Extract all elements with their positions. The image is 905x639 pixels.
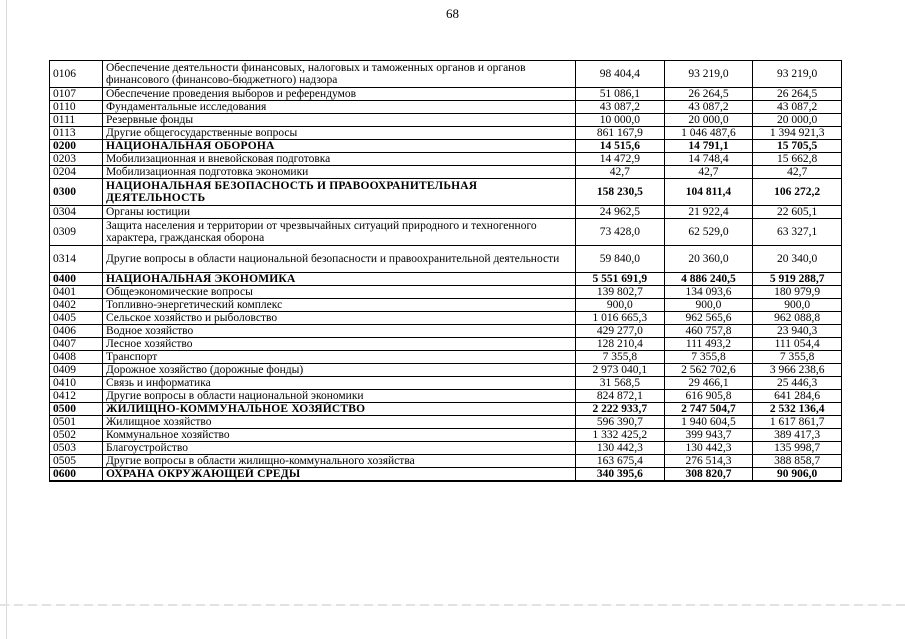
row-value-2: 43 087,2 [664, 101, 753, 114]
row-value-3: 962 088,8 [753, 312, 842, 325]
row-value-2: 308 820,7 [664, 468, 753, 482]
row-code: 0113 [50, 127, 103, 140]
row-code: 0408 [50, 351, 103, 364]
row-value-2: 962 565,6 [664, 312, 753, 325]
row-value-2: 26 264,5 [664, 88, 753, 101]
row-code: 0405 [50, 312, 103, 325]
row-code: 0107 [50, 88, 103, 101]
row-value-2: 7 355,8 [664, 351, 753, 364]
row-value-3: 93 219,0 [753, 61, 842, 88]
row-value-3: 15 662,8 [753, 153, 842, 166]
row-name: ЖИЛИЩНО-КОММУНАЛЬНОЕ ХОЗЯЙСТВО [103, 403, 576, 416]
row-value-2: 900,0 [664, 299, 753, 312]
scan-left-edge [6, 0, 7, 639]
table-row [50, 403, 842, 416]
row-name: Другие общегосударственные вопросы [103, 127, 576, 140]
row-name: Транспорт [103, 351, 576, 364]
row-value-1: 24 962,5 [576, 206, 665, 219]
row-name: Обеспечение деятельности финансовых, налоговых и таможенных органов и органов финансового (финансово-бюджетного) надзора [103, 61, 576, 88]
row-code: 0407 [50, 338, 103, 351]
row-value-2: 111 493,2 [664, 338, 753, 351]
row-code: 0402 [50, 299, 103, 312]
row-value-3: 389 417,3 [753, 429, 842, 442]
row-value-2: 276 514,3 [664, 455, 753, 468]
row-value-1: 596 390,7 [576, 416, 665, 429]
table-row [50, 377, 842, 390]
row-value-2: 14 791,1 [664, 140, 753, 153]
row-value-1: 5 551 691,9 [576, 273, 665, 286]
row-value-1: 51 086,1 [576, 88, 665, 101]
row-code: 0309 [50, 219, 103, 246]
row-value-1: 861 167,9 [576, 127, 665, 140]
row-value-3: 26 264,5 [753, 88, 842, 101]
row-value-1: 158 230,5 [576, 179, 665, 206]
table-row [50, 127, 842, 140]
row-value-3: 22 605,1 [753, 206, 842, 219]
row-value-1: 42,7 [576, 166, 665, 179]
row-value-1: 340 395,6 [576, 468, 665, 482]
row-name: НАЦИОНАЛЬНАЯ БЕЗОПАСНОСТЬ И ПРАВООХРАНИТЕЛЬНАЯ ДЕЯТЕЛЬНОСТЬ [103, 179, 576, 206]
row-value-1: 824 872,1 [576, 390, 665, 403]
row-value-2: 130 442,3 [664, 442, 753, 455]
row-code: 0300 [50, 179, 103, 206]
row-value-3: 1 617 861,7 [753, 416, 842, 429]
row-value-3: 90 906,0 [753, 468, 842, 482]
table-row [50, 61, 842, 88]
row-value-2: 62 529,0 [664, 219, 753, 246]
row-value-1: 128 210,4 [576, 338, 665, 351]
table-row [50, 338, 842, 351]
budget-table-body [50, 61, 842, 482]
table-row [50, 246, 842, 273]
row-value-2: 616 905,8 [664, 390, 753, 403]
row-name: Обеспечение проведения выборов и референдумов [103, 88, 576, 101]
row-code: 0600 [50, 468, 103, 482]
row-name: Другие вопросы в области национальной экономики [103, 390, 576, 403]
row-name: Органы юстиции [103, 206, 576, 219]
table-row [50, 101, 842, 114]
row-name: Благоустройство [103, 442, 576, 455]
row-name: Сельское хозяйство и рыболовство [103, 312, 576, 325]
row-name: НАЦИОНАЛЬНАЯ ОБОРОНА [103, 140, 576, 153]
row-value-3: 5 919 288,7 [753, 273, 842, 286]
scan-bottom-streak [0, 604, 905, 606]
row-value-3: 641 284,6 [753, 390, 842, 403]
row-code: 0203 [50, 153, 103, 166]
row-value-2: 2 562 702,6 [664, 364, 753, 377]
table-row [50, 286, 842, 299]
row-value-3: 15 705,5 [753, 140, 842, 153]
row-code: 0501 [50, 416, 103, 429]
row-name: Лесное хозяйство [103, 338, 576, 351]
table-row [50, 179, 842, 206]
row-value-2: 399 943,7 [664, 429, 753, 442]
table-row [50, 312, 842, 325]
row-name: Резервные фонды [103, 114, 576, 127]
row-value-2: 1 940 604,5 [664, 416, 753, 429]
row-value-1: 73 428,0 [576, 219, 665, 246]
row-value-3: 135 998,7 [753, 442, 842, 455]
row-code: 0200 [50, 140, 103, 153]
row-value-3: 3 966 238,6 [753, 364, 842, 377]
row-value-2: 93 219,0 [664, 61, 753, 88]
row-value-1: 900,0 [576, 299, 665, 312]
row-code: 0106 [50, 61, 103, 88]
page-number: 68 [446, 6, 459, 21]
row-code: 0503 [50, 442, 103, 455]
table-row [50, 299, 842, 312]
table-row [50, 442, 842, 455]
row-code: 0502 [50, 429, 103, 442]
table-row [50, 140, 842, 153]
row-value-1: 1 016 665,3 [576, 312, 665, 325]
row-code: 0304 [50, 206, 103, 219]
row-value-3: 388 858,7 [753, 455, 842, 468]
row-value-1: 31 568,5 [576, 377, 665, 390]
row-value-1: 130 442,3 [576, 442, 665, 455]
budget-table [49, 60, 842, 482]
row-name: Топливно-энергетический комплекс [103, 299, 576, 312]
row-value-1: 43 087,2 [576, 101, 665, 114]
table-row [50, 88, 842, 101]
row-value-3: 43 087,2 [753, 101, 842, 114]
row-value-1: 2 222 933,7 [576, 403, 665, 416]
row-value-3: 1 394 921,3 [753, 127, 842, 140]
table-row [50, 153, 842, 166]
table-row [50, 416, 842, 429]
row-code: 0401 [50, 286, 103, 299]
row-value-1: 10 000,0 [576, 114, 665, 127]
row-code: 0400 [50, 273, 103, 286]
row-value-1: 59 840,0 [576, 246, 665, 273]
row-value-2: 460 757,8 [664, 325, 753, 338]
row-name: НАЦИОНАЛЬНАЯ ЭКОНОМИКА [103, 273, 576, 286]
row-value-1: 98 404,4 [576, 61, 665, 88]
row-value-2: 2 747 504,7 [664, 403, 753, 416]
row-value-2: 42,7 [664, 166, 753, 179]
row-value-3: 7 355,8 [753, 351, 842, 364]
table-row [50, 364, 842, 377]
row-value-3: 42,7 [753, 166, 842, 179]
row-name: Другие вопросы в области национальной безопасности и правоохранительной деятельности [103, 246, 576, 273]
row-name: Коммунальное хозяйство [103, 429, 576, 442]
row-value-2: 4 886 240,5 [664, 273, 753, 286]
row-name: Общеэкономические вопросы [103, 286, 576, 299]
row-value-1: 14 472,9 [576, 153, 665, 166]
row-code: 0410 [50, 377, 103, 390]
row-value-1: 7 355,8 [576, 351, 665, 364]
table-row [50, 390, 842, 403]
row-value-3: 111 054,4 [753, 338, 842, 351]
row-value-3: 2 532 136,4 [753, 403, 842, 416]
row-value-2: 1 046 487,6 [664, 127, 753, 140]
row-value-2: 104 811,4 [664, 179, 753, 206]
table-row [50, 468, 842, 482]
row-value-3: 23 940,3 [753, 325, 842, 338]
row-value-1: 139 802,7 [576, 286, 665, 299]
row-code: 0110 [50, 101, 103, 114]
table-row [50, 455, 842, 468]
table-row [50, 114, 842, 127]
row-value-1: 163 675,4 [576, 455, 665, 468]
row-value-3: 20 000,0 [753, 114, 842, 127]
row-value-1: 429 277,0 [576, 325, 665, 338]
table-row [50, 351, 842, 364]
row-name: ОХРАНА ОКРУЖАЮЩЕЙ СРЕДЫ [103, 468, 576, 482]
row-value-2: 134 093,6 [664, 286, 753, 299]
row-value-3: 63 327,1 [753, 219, 842, 246]
row-code: 0406 [50, 325, 103, 338]
table-row [50, 429, 842, 442]
row-code: 0314 [50, 246, 103, 273]
table-row [50, 325, 842, 338]
row-value-2: 21 922,4 [664, 206, 753, 219]
row-value-2: 29 466,1 [664, 377, 753, 390]
row-name: Жилищное хозяйство [103, 416, 576, 429]
row-value-3: 900,0 [753, 299, 842, 312]
table-row [50, 219, 842, 246]
row-value-2: 20 000,0 [664, 114, 753, 127]
row-name: Дорожное хозяйство (дорожные фонды) [103, 364, 576, 377]
row-code: 0111 [50, 114, 103, 127]
row-value-2: 14 748,4 [664, 153, 753, 166]
row-name: Другие вопросы в области жилищно-коммунального хозяйства [103, 455, 576, 468]
row-value-2: 20 360,0 [664, 246, 753, 273]
table-row [50, 206, 842, 219]
row-value-3: 180 979,9 [753, 286, 842, 299]
row-value-1: 1 332 425,2 [576, 429, 665, 442]
row-code: 0505 [50, 455, 103, 468]
row-value-1: 2 973 040,1 [576, 364, 665, 377]
row-value-3: 25 446,3 [753, 377, 842, 390]
row-code: 0409 [50, 364, 103, 377]
row-name: Водное хозяйство [103, 325, 576, 338]
table-row [50, 166, 842, 179]
row-value-3: 20 340,0 [753, 246, 842, 273]
row-code: 0204 [50, 166, 103, 179]
row-name: Защита населения и территории от чрезвычайных ситуаций природного и техногенного характера, гражданская оборона [103, 219, 576, 246]
row-name: Мобилизационная и вневойсковая подготовка [103, 153, 576, 166]
row-name: Фундаментальные исследования [103, 101, 576, 114]
row-value-3: 106 272,2 [753, 179, 842, 206]
table-row [50, 273, 842, 286]
row-value-1: 14 515,6 [576, 140, 665, 153]
row-code: 0500 [50, 403, 103, 416]
row-code: 0412 [50, 390, 103, 403]
row-name: Мобилизационная подготовка экономики [103, 166, 576, 179]
row-name: Связь и информатика [103, 377, 576, 390]
